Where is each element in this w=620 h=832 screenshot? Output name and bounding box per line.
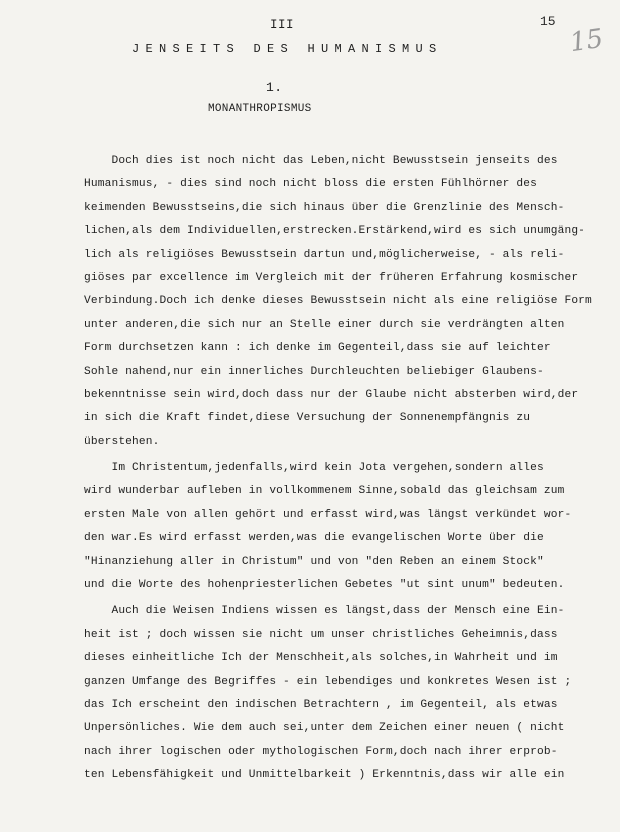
- text-line: unter anderen,die sich nur an Stelle einer durch sie verdrängten alten: [84, 318, 565, 331]
- section-subtitle: MONANTHROPISMUS: [208, 103, 312, 115]
- text-line: Im Christentum,jedenfalls,wird kein Jota vergehen,sondern alles: [84, 462, 544, 475]
- chapter-title: JENSEITS DES HUMANISMUS: [132, 42, 443, 56]
- text-line: überstehen.: [84, 435, 160, 448]
- text-line: giöses par excellence im Vergleich mit der früheren Erfahrung kosmischer: [84, 271, 579, 284]
- text-line: ten Lebensfähigkeit und Unmittelbarkeit ) Erkenntnis,dass wir alle ein: [84, 769, 565, 782]
- text-line: nach ihrer logischen oder mythologischen Form,doch nach ihrer erprob-: [84, 745, 558, 758]
- text-line: "Hinanziehung aller in Christum" und von "den Reben an einem Stock": [84, 555, 544, 568]
- document-body: [84, 150, 592, 788]
- text-line: wird wunderbar aufleben in vollkommenem Sinne,sobald das gleichsam zum: [84, 485, 565, 498]
- page-number-typed: 15: [540, 14, 556, 29]
- text-line: und die Worte des hohenpriesterlichen Gebetes "ut sint unum" bedeuten.: [84, 579, 565, 592]
- text-line: Auch die Weisen Indiens wissen es längst,dass der Mensch eine Ein-: [84, 605, 565, 618]
- chapter-numeral: III: [270, 18, 295, 32]
- text-line: Form durchsetzen kann : ich denke im Gegenteil,dass sie auf leichter: [84, 342, 551, 355]
- text-line: bekenntnisse sein wird,doch dass nur der Glaube nicht absterben wird,der: [84, 388, 579, 401]
- text-line: Sohle nahend,nur ein innerliches Durchleuchten beliebiger Glaubens-: [84, 365, 544, 378]
- text-line: heit ist ; doch wissen sie nicht um unser christliches Geheimnis,dass: [84, 628, 558, 641]
- text-line: in sich die Kraft findet,diese Versuchung der Sonnenempfängnis zu: [84, 412, 531, 425]
- section-number: 1.: [266, 80, 283, 95]
- text-line: Doch dies ist noch nicht das Leben,nicht Bewusstsein jenseits des: [84, 155, 558, 167]
- text-line: dieses einheitliche Ich der Menschheit,als solches,in Wahrheit und im: [84, 652, 558, 665]
- text-line: Verbindung.Doch ich denke dieses Bewusstsein nicht als eine religiöse Form: [84, 295, 592, 308]
- text-line: Humanismus, - dies sind noch nicht bloss die ersten Fühlhörner des: [84, 178, 537, 191]
- text-line: ersten Male von allen gehört und erfasst wird,was längst verkündet wor-: [84, 508, 572, 521]
- text-line: den war.Es wird erfasst werden,was die evangelischen Worte über die: [84, 532, 544, 545]
- paragraph: [84, 600, 584, 787]
- paragraph: [84, 457, 584, 597]
- text-line: das Ich erscheint den indischen Betrachtern , im Gegenteil, als etwas: [84, 698, 558, 711]
- text-line: Unpersönliches. Wie dem auch sei,unter dem Zeichen einer neuen ( nicht: [84, 722, 565, 735]
- text-line: lich als religiöses Bewusstsein dartun und,möglicherweise, - als reli-: [84, 248, 565, 261]
- paragraph: [84, 150, 592, 454]
- page-number-handwritten: 15: [568, 23, 606, 59]
- text-line: lichen,als dem Individuellen,erstrecken.Erstärkend,wird es sich unumgäng-: [84, 225, 586, 238]
- text-line: ganzen Umfange des Begriffes - ein lebendiges und konkretes Wesen ist ;: [84, 675, 572, 688]
- text-line: keimenden Bewusstseins,die sich hinaus über die Grenzlinie des Mensch-: [84, 201, 565, 214]
